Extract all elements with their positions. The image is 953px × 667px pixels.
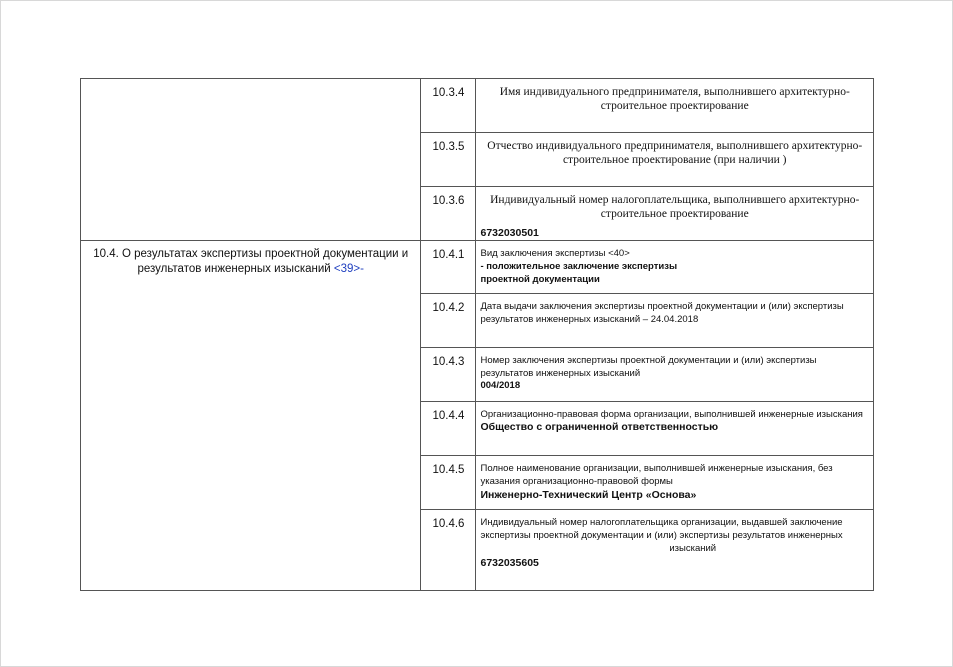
document-table bbox=[80, 78, 874, 591]
row-content bbox=[476, 133, 874, 187]
row-label: Индивидуальный номер налогоплательщика организации, выдавшей заключение экспертизы проектной документации и (или) экспертизы результатов инженерных bbox=[480, 517, 843, 541]
row-label: Индивидуальный номер налогоплательщика, выполнившего архитектурно-строительное проектирование bbox=[490, 194, 860, 220]
row-number: 10.4.3 bbox=[421, 348, 476, 402]
row-number: 10.4.4 bbox=[421, 402, 476, 456]
row-content bbox=[476, 348, 874, 402]
section-title: 10.4. О результатах экспертизы проектной документации и результатов инженерных изысканий bbox=[93, 248, 409, 275]
row-content bbox=[476, 294, 874, 348]
footnote-ref[interactable]: <39> bbox=[333, 263, 361, 275]
row-number: 10.4.1 bbox=[421, 241, 476, 294]
row-content bbox=[476, 79, 874, 133]
row-value: Общество с ограниченной ответственностью bbox=[480, 421, 719, 433]
row-value: 6732035605 bbox=[480, 557, 539, 569]
row-content bbox=[476, 241, 874, 294]
section-title-cell bbox=[81, 241, 421, 591]
row-label: Номер заключения экспертизы проектной документации и (или) экспертизы результатов инженерных изысканий bbox=[480, 355, 817, 379]
row-content bbox=[476, 510, 874, 591]
row-value: 004/2018 bbox=[480, 380, 521, 391]
table-row bbox=[81, 79, 874, 133]
section-title-tail: - bbox=[360, 263, 364, 275]
row-number: 10.3.5 bbox=[421, 133, 476, 187]
row-number: 10.4.5 bbox=[421, 456, 476, 510]
row-label: Отчество индивидуального предпринимателя, выполнившего архитектурно-строительное проектирование (при наличии ) bbox=[487, 140, 863, 166]
row-number: 10.3.4 bbox=[421, 79, 476, 133]
row-label: Дата выдачи заключения экспертизы проектной документации и (или) экспертизы bbox=[480, 301, 844, 312]
row-value: проектной документации bbox=[480, 274, 600, 285]
row-label: Полное наименование организации, выполнившей инженерные изыскания, без указания организационно-правовой формы bbox=[480, 463, 833, 487]
row-number: 10.4.2 bbox=[421, 294, 476, 348]
row-value: 6732030501 bbox=[480, 227, 539, 239]
row-number: 10.3.6 bbox=[421, 187, 476, 241]
row-content bbox=[476, 187, 874, 241]
row-label: изысканий bbox=[669, 543, 717, 554]
row-label: Вид заключения экспертизы <40> bbox=[480, 248, 630, 259]
row-value: - положительное заключение экспертизы bbox=[480, 261, 678, 272]
row-number: 10.4.6 bbox=[421, 510, 476, 591]
row-content bbox=[476, 402, 874, 456]
row-content bbox=[476, 456, 874, 510]
row-label: Организационно-правовая форма организации, выполнившей инженерные изыскания bbox=[480, 409, 863, 420]
row-label: Имя индивидуального предпринимателя, выполнившего архитектурно-строительное проектирование bbox=[499, 86, 850, 112]
row-label: результатов инженерных изысканий – 24.04.2018 bbox=[480, 314, 699, 325]
row-value: Инженерно-Технический Центр «Основа» bbox=[480, 489, 697, 501]
section-cell-empty bbox=[81, 79, 421, 241]
table-row bbox=[81, 241, 874, 294]
